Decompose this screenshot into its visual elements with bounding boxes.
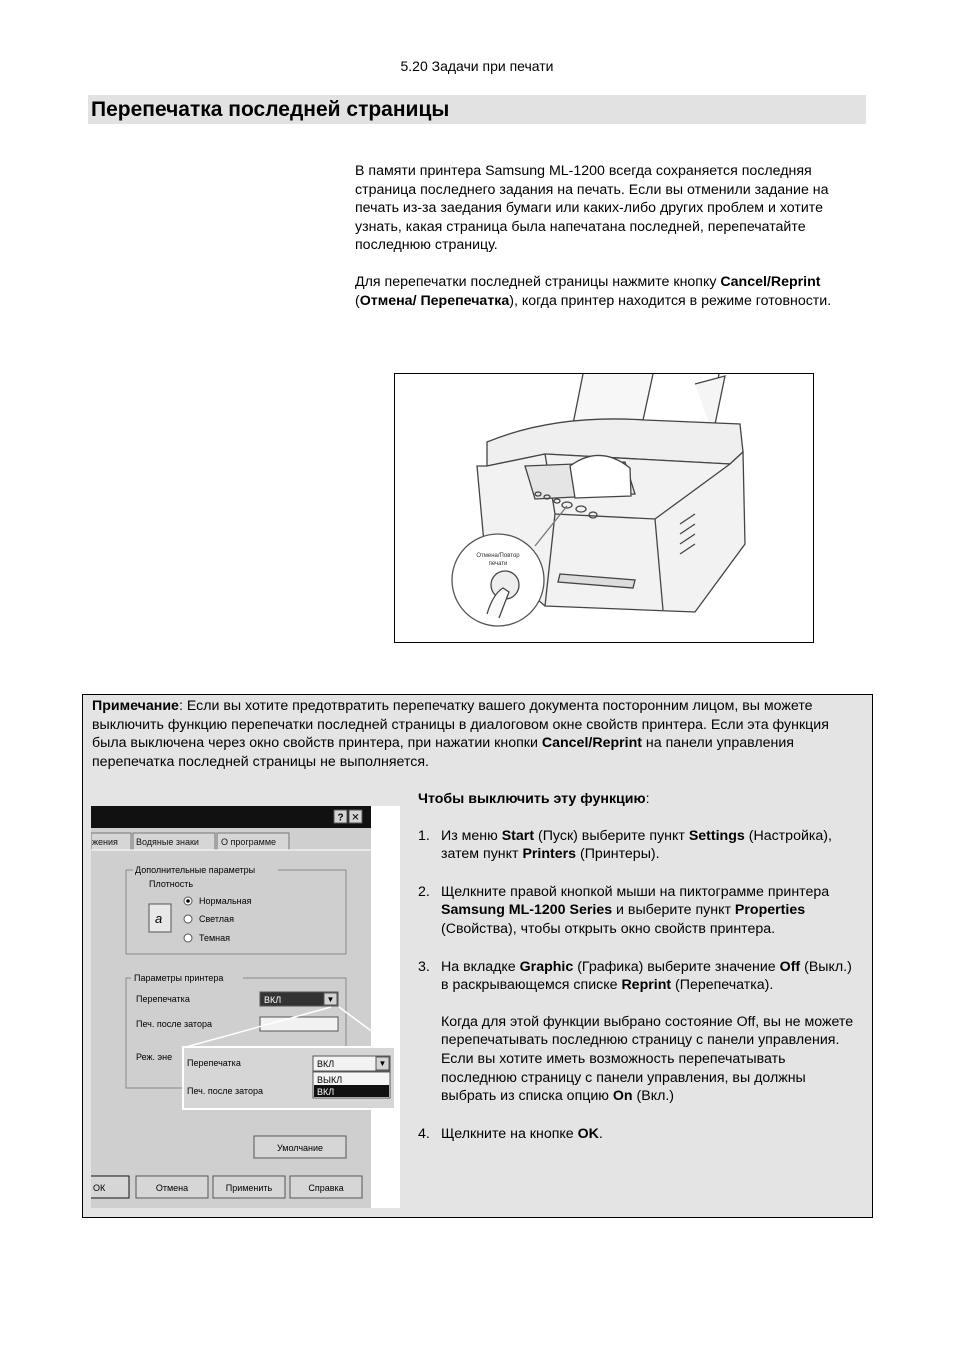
density-label: Плотность (149, 879, 194, 889)
step-text-part: (Выкл.) в раскрывающемся списке (441, 958, 852, 994)
step-term: Settings (688, 827, 745, 844)
step-term: Off (779, 958, 801, 975)
note-label: Примечание (92, 698, 179, 714)
step-text-part: (Свойства), чтобы открыть окно свойств принтера. (441, 920, 776, 937)
step-text (441, 1125, 863, 1144)
step-extra-text (441, 1050, 863, 1106)
steps-heading-text: Чтобы выключить эту функцию (418, 791, 646, 807)
step-text-part: и выберите пункт (612, 902, 735, 919)
ok-button-label: ОК (93, 1183, 106, 1193)
step-text-part: (Принтеры). (576, 846, 660, 863)
defaults-button-label: Умолчание (276, 1143, 324, 1153)
step-number: 3. (418, 958, 430, 975)
chevron-down-icon: ▼ (326, 995, 335, 1004)
zoom-reprint-label: Перепечатка (187, 1058, 241, 1068)
tab-about-label: О программе (221, 837, 277, 847)
steps-list (418, 790, 863, 1162)
radio-dark[interactable] (184, 934, 192, 942)
apply-button-label: Применить (225, 1183, 273, 1193)
option-off-label: ВЫКЛ (317, 1075, 343, 1085)
reprint-select-value: ВКЛ (264, 995, 282, 1005)
section-title-bar (88, 95, 866, 124)
step-number: 1. (418, 827, 430, 844)
step-item (418, 827, 863, 864)
zoom-select-value: ВКЛ (317, 1059, 335, 1069)
zoom-after-jam-label: Печ. после затора (187, 1086, 263, 1096)
radio-light-label: Светлая (199, 914, 234, 924)
step-text-part: (Настройка), затем пункт (441, 827, 832, 863)
radio-light[interactable] (184, 915, 192, 923)
intro-paragraph-1: В памяти принтера Samsung ML-1200 всегда сохраняется последняя страница последнего задания на печать. Если вы отменили задание на печать из-за заедания бумаги или каких-либо других проблем и хотите узнать, какая страница была напечатана последней, перепечатайте последнюю страницу. (355, 163, 829, 254)
steps-heading (418, 790, 863, 809)
note-text-part: : Если вы хотите предотвратить перепечатку вашего документа посторонним лицом, вы можете выключить функцию перепечатки последней страницы в диалоговом окне свойств принтера. Если эта функция была выключена через окно свойств принтера, при нажатии кнопки (92, 698, 829, 752)
step-text-part: (Пуск) выберите пункт (534, 827, 689, 844)
step-item (418, 1125, 863, 1144)
step-text (441, 827, 863, 864)
step-text-part: Если вы хотите иметь возможность перепечатывать последнюю страницу с панели управления, вы должны выбрать из списка опцию (441, 1050, 806, 1105)
step-item (418, 883, 863, 939)
step-term: On (612, 1088, 633, 1105)
radio-normal-label: Нормальная (199, 896, 252, 906)
printer-illustration (394, 373, 814, 643)
chevron-down-icon: ▼ (378, 1059, 387, 1068)
note-text (92, 697, 862, 771)
dialog-drawing (91, 806, 400, 1208)
intro-text-part: ), когда принтер находится в режиме готовности. (509, 292, 832, 309)
help-button-label: Справка (308, 1183, 344, 1193)
callout-label-2: печати (488, 561, 508, 567)
page-title: Перепечатка последней страницы (91, 98, 450, 121)
note-box (82, 694, 873, 1218)
option-on-label: ВКЛ (317, 1087, 335, 1097)
note-cancel-reprint-term: Cancel/Reprint (541, 735, 642, 752)
step-term: Printers (522, 846, 577, 863)
printer-properties-dialog-screenshot (91, 806, 400, 1208)
step-term: Reprint (621, 977, 672, 994)
step-number: 4. (418, 1125, 430, 1142)
mode-label: Реж. эне (136, 1052, 173, 1062)
step-number: 2. (418, 883, 430, 900)
step-term: Start (501, 827, 535, 844)
callout-label-1: Отмена/Повтор (476, 553, 520, 559)
step-item (418, 958, 863, 1106)
dialog-titlebar (91, 806, 371, 828)
cancel-reprint-term: Cancel/Reprint (720, 273, 821, 290)
steps-heading-colon: : (645, 791, 650, 807)
step-text-part: Щелкните правой кнопкой мыши на пиктограмме принтера (441, 883, 830, 900)
tab-graphics-label: жения (92, 837, 118, 847)
step-term: Graphic (519, 958, 574, 975)
intro-text-part: ( (355, 292, 360, 309)
close-icon: ✕ (351, 812, 360, 824)
step-extra-text (441, 1013, 863, 1050)
step-text-part: Когда для этой функции выбрано состояние Off, вы не можете перепечатывать последнюю страницу с панели управления. (441, 1013, 854, 1049)
step-text-part: (Вкл.) (632, 1088, 675, 1105)
step-text-part: . (598, 1125, 603, 1142)
step-text-part: (Перепечатка). (671, 977, 774, 994)
step-term: Samsung ML-1200 Series (441, 902, 613, 919)
after-jam-label: Печ. после затора (136, 1019, 212, 1029)
step-text (441, 958, 863, 995)
intro-text (355, 162, 870, 328)
density-glyph-icon: a (155, 911, 163, 926)
printer-drawing (395, 374, 813, 642)
note-text-part: на панели управления перепечатка последней страницы не выполняется. (92, 735, 794, 770)
cancel-button-label: Отмена (155, 1183, 189, 1193)
reprint-label: Перепечатка (136, 994, 190, 1004)
group-printer-params-label: Параметры принтера (134, 973, 224, 983)
step-text-part: Из меню (441, 827, 502, 844)
running-head: 5.20 Задачи при печати (400, 58, 554, 74)
tab-watermarks-label: Водяные знаки (136, 837, 199, 847)
step-text (441, 883, 863, 939)
step-text-part: Щелкните на кнопке (441, 1125, 578, 1142)
step-text-part: (Графика) выберите значение (573, 958, 780, 975)
step-term: OK (577, 1125, 599, 1142)
step-text-part: На вкладке (441, 958, 520, 975)
group-extra-params-label: Дополнительные параметры (135, 865, 256, 875)
step-term: Properties (734, 902, 806, 919)
intro-text-part: Для перепечатки последней страницы нажмите кнопку (355, 273, 721, 290)
help-icon: ? (337, 812, 344, 824)
radio-dark-label: Темная (199, 933, 231, 943)
cancel-reprint-term-ru: Отмена/ Перепечатка (359, 292, 510, 309)
intro-paragraph-2 (355, 273, 870, 310)
